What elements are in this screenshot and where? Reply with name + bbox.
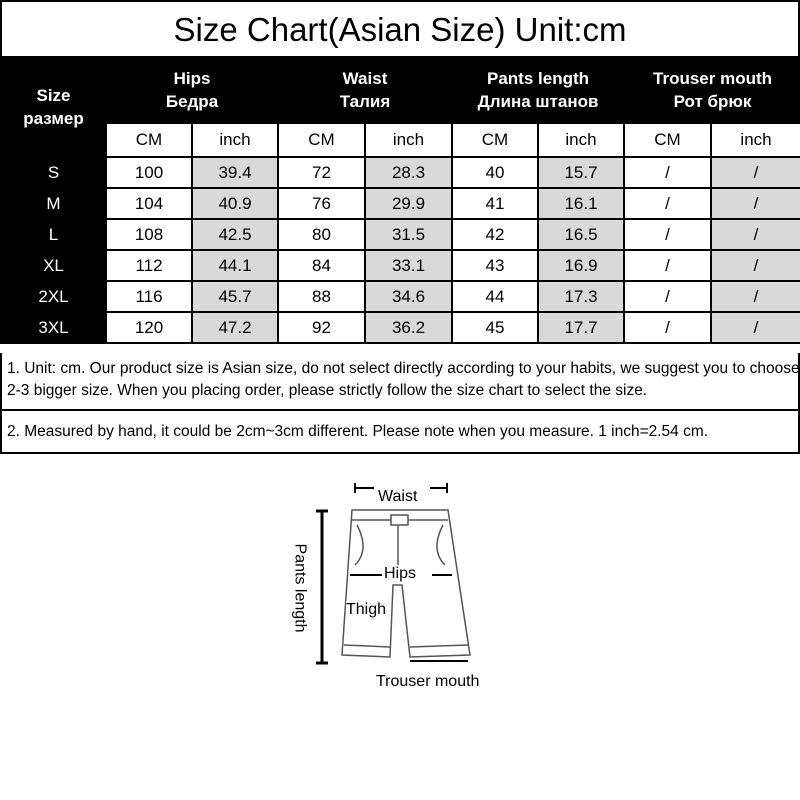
table-cell: 44 bbox=[452, 281, 538, 312]
table-cell: 88 bbox=[278, 281, 365, 312]
table-cell: 84 bbox=[278, 250, 365, 281]
hips-header-ru: Бедра bbox=[165, 92, 219, 111]
table-cell: / bbox=[624, 157, 711, 188]
table-cell: 41 bbox=[452, 188, 538, 219]
table-cell: / bbox=[624, 281, 711, 312]
table-cell: 108 bbox=[106, 219, 192, 250]
table-cell: 120 bbox=[106, 312, 192, 343]
chart-title: Size Chart(Asian Size) Unit:cm bbox=[173, 11, 627, 48]
note-measure bbox=[0, 411, 800, 454]
table-cell: 42 bbox=[452, 219, 538, 250]
table-cell: 16.5 bbox=[538, 219, 624, 250]
table-row bbox=[1, 312, 800, 343]
size-label: XL bbox=[1, 250, 106, 281]
table-cell: 104 bbox=[106, 188, 192, 219]
table-cell: / bbox=[624, 250, 711, 281]
table-cell: 80 bbox=[278, 219, 365, 250]
table-cell: 116 bbox=[106, 281, 192, 312]
hips-header-en: Hips bbox=[173, 69, 211, 88]
unit-header: CM bbox=[106, 123, 192, 157]
pants-length-label: Pants length bbox=[291, 543, 309, 633]
size-header-ru: размер bbox=[23, 109, 84, 128]
table-cell: 33.1 bbox=[365, 250, 452, 281]
trouser-mouth-header-en: Trouser mouth bbox=[653, 69, 773, 88]
trouser-mouth-header bbox=[624, 57, 800, 123]
chart-title-box bbox=[0, 0, 800, 60]
note-measure-text: 2. Measured by hand, it could be 2cm~3cm different. Please note when you measure. 1 inch=2.54 cm. bbox=[7, 422, 709, 440]
table-cell: / bbox=[711, 188, 800, 219]
table-cell: 42.5 bbox=[192, 219, 278, 250]
size-label: S bbox=[1, 157, 106, 188]
waist-header-en: Waist bbox=[342, 69, 388, 88]
unit-header: CM bbox=[452, 123, 538, 157]
waist-label: Waist bbox=[378, 488, 418, 505]
table-cell: 100 bbox=[106, 157, 192, 188]
hips-label: Hips bbox=[384, 565, 417, 582]
size-table bbox=[0, 56, 800, 344]
table-cell: 112 bbox=[106, 250, 192, 281]
unit-header: CM bbox=[278, 123, 365, 157]
table-cell: 28.3 bbox=[365, 157, 452, 188]
table-cell: 15.7 bbox=[538, 157, 624, 188]
table-row bbox=[1, 188, 800, 219]
hips-header bbox=[106, 57, 278, 123]
table-row bbox=[1, 281, 800, 312]
table-cell: 17.7 bbox=[538, 312, 624, 343]
size-label: L bbox=[1, 219, 106, 250]
table-cell: 29.9 bbox=[365, 188, 452, 219]
table-cell: 31.5 bbox=[365, 219, 452, 250]
table-row bbox=[1, 250, 800, 281]
table-cell: 44.1 bbox=[192, 250, 278, 281]
unit-header: inch bbox=[711, 123, 800, 157]
table-cell: / bbox=[711, 157, 800, 188]
table-cell: 43 bbox=[452, 250, 538, 281]
table-cell: / bbox=[711, 250, 800, 281]
shorts-outline bbox=[342, 510, 470, 657]
table-cell: / bbox=[711, 219, 800, 250]
table-cell: 17.3 bbox=[538, 281, 624, 312]
table-cell: / bbox=[624, 188, 711, 219]
table-cell: 40.9 bbox=[192, 188, 278, 219]
unit-header: CM bbox=[624, 123, 711, 157]
table-cell: 16.9 bbox=[538, 250, 624, 281]
size-label: 2XL bbox=[1, 281, 106, 312]
trouser-mouth-label: Trouser mouth bbox=[376, 673, 480, 690]
pants-length-header bbox=[452, 57, 624, 123]
unit-header: inch bbox=[192, 123, 278, 157]
table-cell: / bbox=[711, 281, 800, 312]
table-cell: 40 bbox=[452, 157, 538, 188]
size-header-en: Size bbox=[36, 86, 71, 105]
pants-length-arrow bbox=[316, 511, 328, 663]
table-cell: 36.2 bbox=[365, 312, 452, 343]
unit-header: inch bbox=[365, 123, 452, 157]
table-cell: / bbox=[711, 312, 800, 343]
table-cell: 72 bbox=[278, 157, 365, 188]
note-unit-text: 1. Unit: cm. Our product size is Asian size, do not select directly according to your habits, we suggest you to choose 2-3 bigger size. When you placing order, please strictly follow the size chart to select the size. bbox=[7, 360, 800, 399]
note-unit bbox=[0, 353, 800, 411]
size-label: M bbox=[1, 188, 106, 219]
table-cell: 34.6 bbox=[365, 281, 452, 312]
thigh-label: Thigh bbox=[346, 601, 387, 618]
table-row bbox=[1, 219, 800, 250]
unit-header: inch bbox=[538, 123, 624, 157]
table-row bbox=[1, 157, 800, 188]
table-cell: 47.2 bbox=[192, 312, 278, 343]
table-cell: / bbox=[624, 219, 711, 250]
table-cell: 45 bbox=[452, 312, 538, 343]
pants-diagram bbox=[280, 475, 520, 705]
pants-length-header-en: Pants length bbox=[487, 69, 590, 88]
table-cell: 45.7 bbox=[192, 281, 278, 312]
size-header bbox=[1, 57, 106, 157]
pants-length-header-ru: Длина штанов bbox=[477, 92, 599, 111]
table-cell: 16.1 bbox=[538, 188, 624, 219]
table-cell: 76 bbox=[278, 188, 365, 219]
table-cell: 92 bbox=[278, 312, 365, 343]
table-cell: / bbox=[624, 312, 711, 343]
waist-header bbox=[278, 57, 452, 123]
shorts-illustration bbox=[280, 475, 520, 705]
table-cell: 39.4 bbox=[192, 157, 278, 188]
size-label: 3XL bbox=[1, 312, 106, 343]
waist-header-ru: Талия bbox=[339, 92, 391, 111]
trouser-mouth-header-ru: Рот брюк bbox=[673, 92, 752, 111]
